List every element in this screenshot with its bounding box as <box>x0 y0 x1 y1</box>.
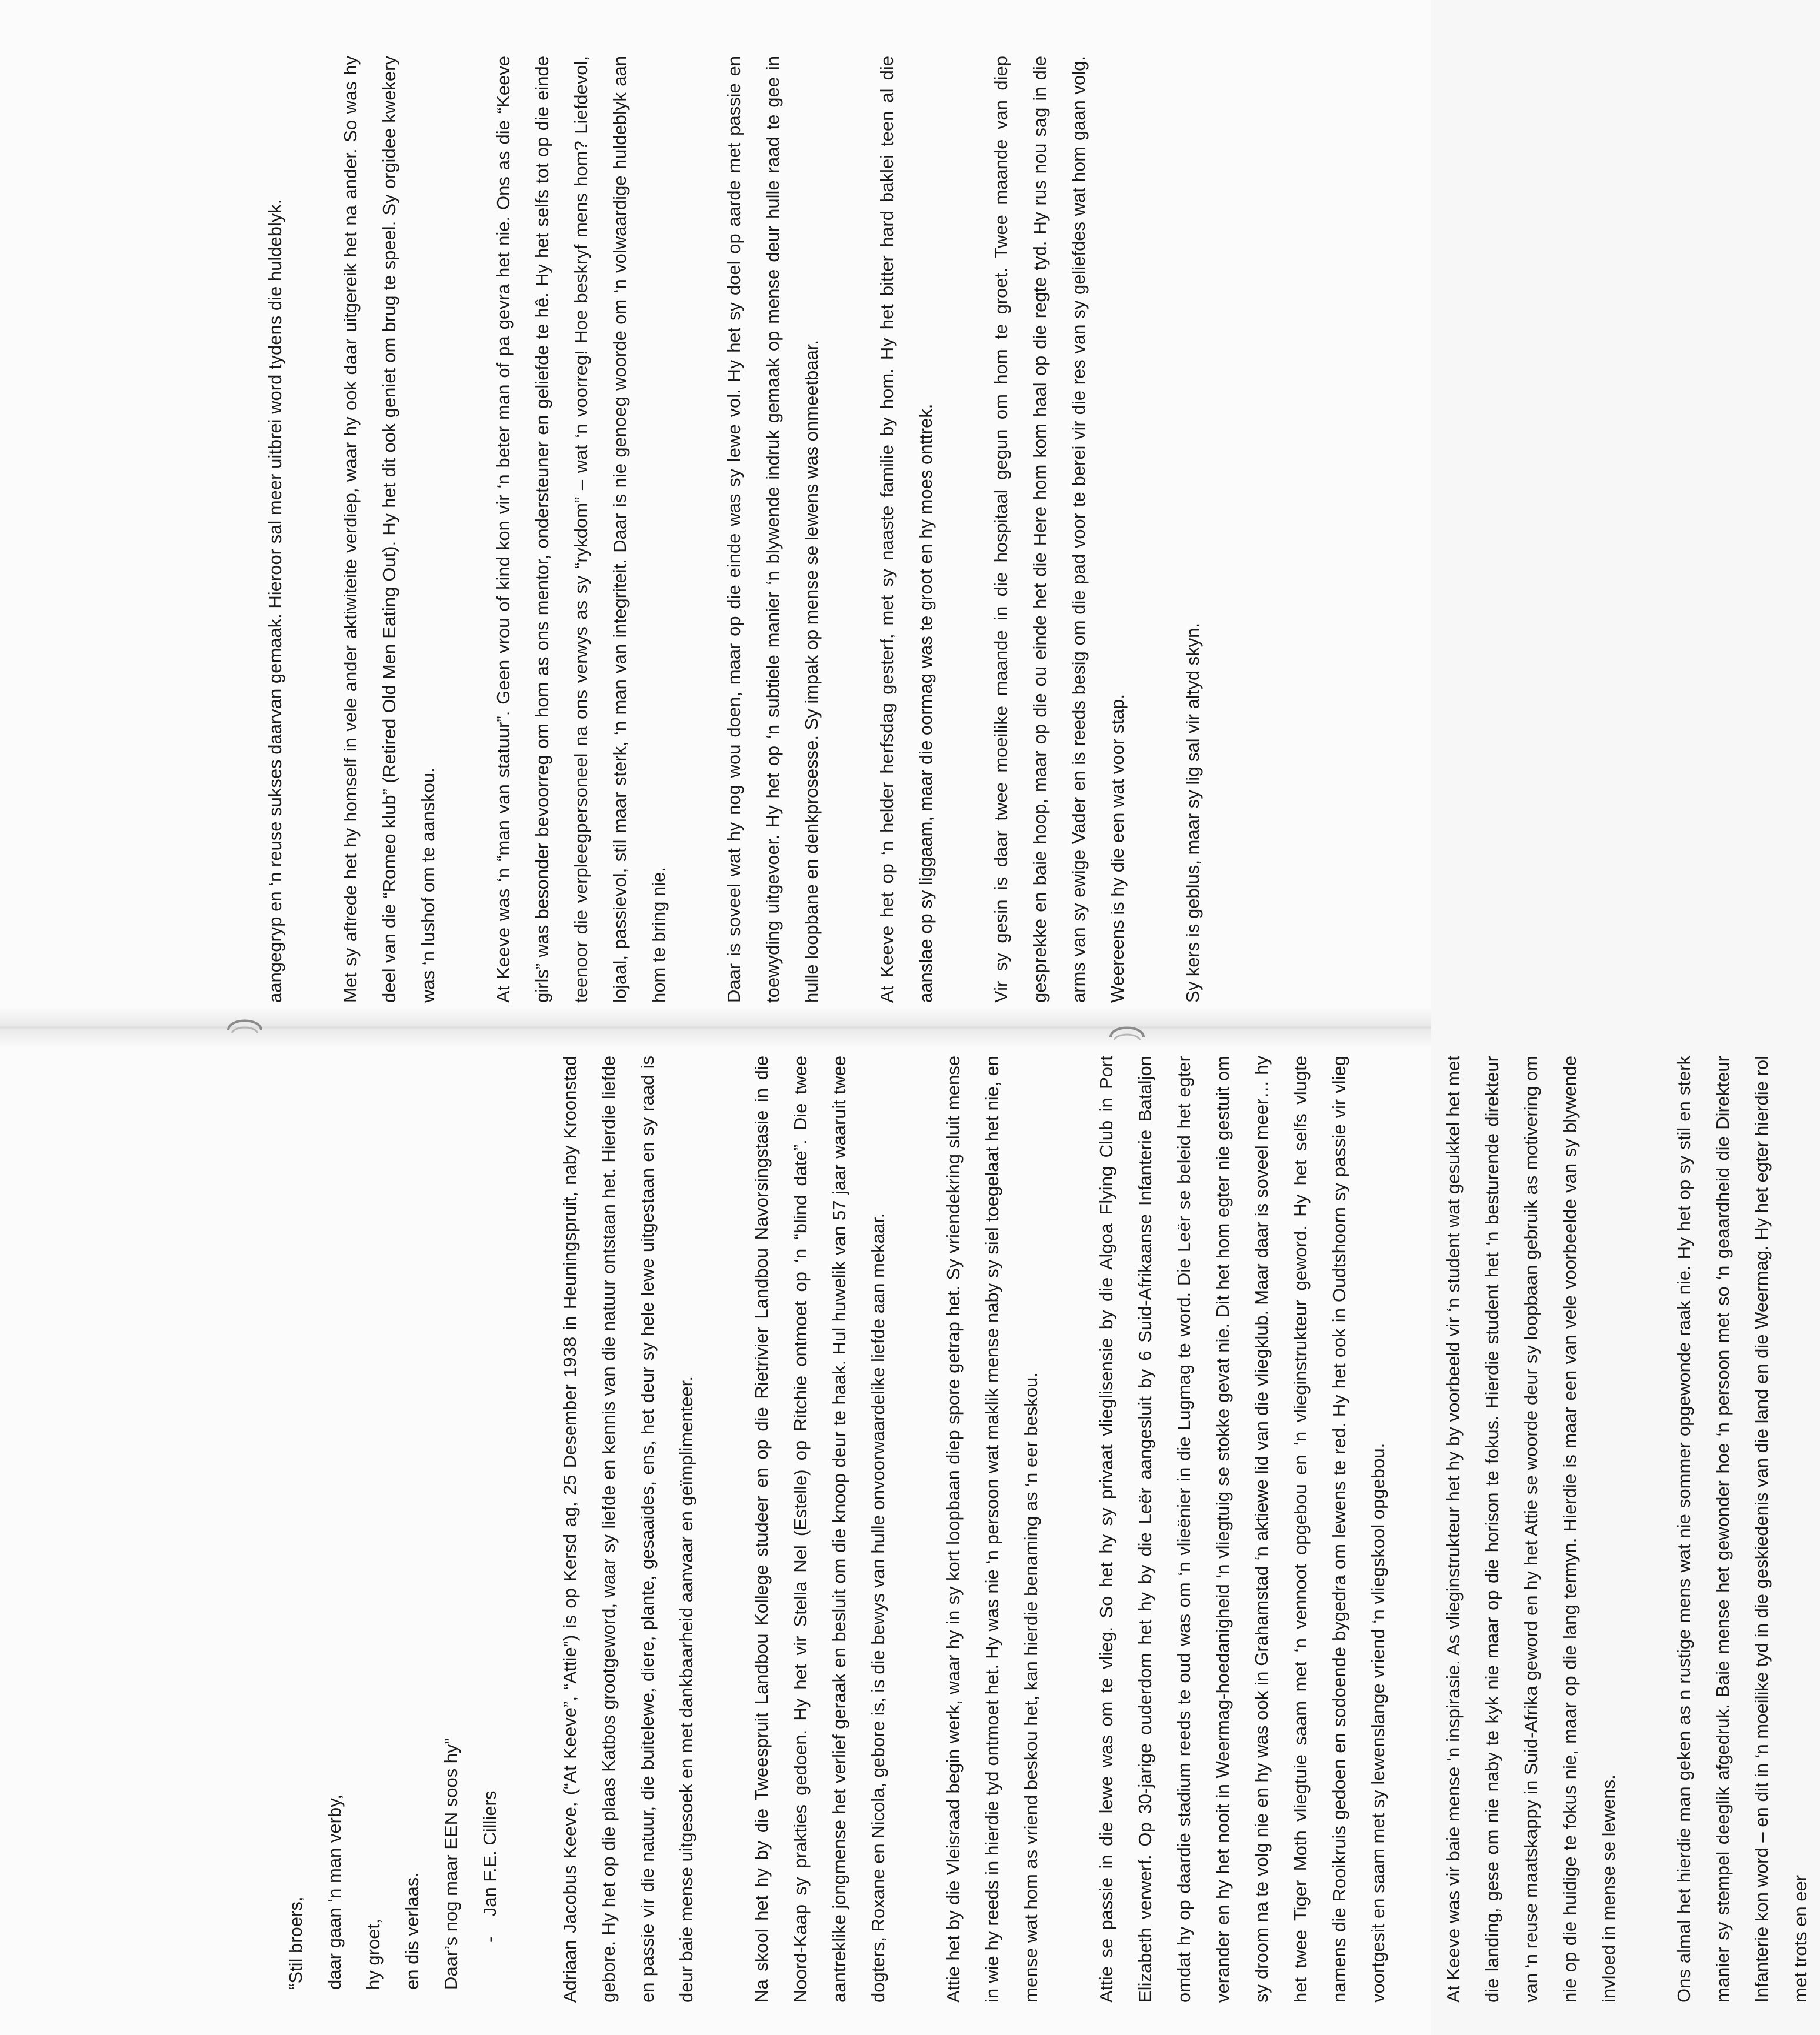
poem-line: Daar’s nog maar EEN soos hy” <box>441 1738 461 1990</box>
paragraph-vleisraad: Attie het by die Vleisraad begin werk, waar hy in sy kort loopbaan diep spore getrap het. Sy vriendekring sluit mense in wie hy reeds in hierdie tyd ontmoet het. Hy was nie ‘n persoon wat maklik mense naby sy siel toegelaat het nie, en mense wat hom as vriend beskou het, kan hierdie benaming as ‘n eer beskou. <box>943 1056 1041 2003</box>
paragraph-birth: Adriaan Jacobus Keeve, (“At Keeve”, “Attie”) is op Kersd ag, 25 Desember 1938 in Heuningspruit, naby Kroonstad gebore. Hy het op die plaas Katbos grootgeword, waar sy liefde en kennis van die natuur ontstaan het. Hierdie liefde en passie vir die natuur, die buitelewe, diere, plante, gesaaides, ens, het deur sy hele lewe uitgestaan en sy raad is deur baie mense uitgesoek en met dankbaarheid aanvaar en geïmplimenteer. <box>559 1056 696 2003</box>
paragraph-character: Ons almal het hierdie man geken as n rustige mens wat nie sommer opgewonde raak nie. Hy het op sy stil en sterk manier sy stempel deeglik afgedruk. Baie mense het gewonder hoe ‘n persoon met so ‘n geaardheid die Direkteur Infanterie kon word – en dit in ‘n moeilike tyd in die geskiedenis van die land en die Weermag. Hy het egter hierdie rol met trots en eer <box>1674 1056 1811 2003</box>
staple-icon <box>224 1013 266 1039</box>
poem-line: daar gaan ‘n man verby, <box>324 1794 345 1990</box>
paragraph-purpose: Daar is soveel wat hy nog wou doen, maar op die einde was sy lewe vol. Hy het sy doel op aarde met passie en toewyding uitgevoer. Hy het op ‘n subtiele manier ‘n blywende indruk gemaak op mense deur hulle raad te gee in hulle loopbane en denkprosesse. Sy impak op mense se lewens was onmeetbaar. <box>724 56 822 1003</box>
poem-author: - Jan F.E. Cilliers <box>479 1790 500 1943</box>
opening-poem <box>276 1056 509 2003</box>
page-fold <box>0 1007 1431 1048</box>
paragraph-statuur: At Keeve was ‘n “man van statuur”. Geen vrou of kind kon vir ‘n beter man of pa gevra het nie. Ons as die “Keeve girls” was besonder bevoorreg om hom as ons mentor, ondersteuner en geliefde te hê. Hy het selfs tot op die einde teenoor die verpleegpersoneel na ons verwys as sy “rykdom” – wat ‘n voorreg! Hoe beskryf mens hom? Liefdevol, lojaal, passievol, stil maar sterk, ‘n man van integriteit. Daar is nie genoeg woorde om ‘n volwaardige huldeblyk aan hom te bring nie. <box>493 56 669 1003</box>
right-page <box>256 56 1244 1003</box>
paragraph-inspiration: At Keeve was vir baie mense ‘n inspirasie. As vlieginstrukteur het hy by voorbeeld vir ‘n student wat gesukkel het met die landing, gese om nie naby te kyk nie maar op die horison te fokus. Hierdie student het ‘n besturende direkteur van ‘n reuse maatskappy in Suid-Afrika geword en hy het Attie se woorde deur sy loopbaan gebruik as motivering om nie op die huidige te fokus nie, maar op die lang termyn. Hierdie is maar een van vele voorbeelde van sy blywende invloed in mense se lewens. <box>1443 1056 1619 2003</box>
left-page <box>276 1056 1811 2003</box>
paragraph-continuation: aangegryp en ‘n reuse sukses daarvan gemaak. Hieroor sal meer uitbrei word tydens die huldeblyk. <box>265 199 285 1003</box>
poem-line: en dis verlaas. <box>402 1872 422 1990</box>
paragraph-closing: Sy kers is geblus, maar sy lig sal vir altyd skyn. <box>1182 622 1203 1003</box>
paragraph-flying: Attie se passie in die lewe was om te vlieg. So het hy sy privaat vlieglisensie by die Algoa Flying Club in Port Elizabeth verwerf. Op 30-jarige ouderdom het hy by die Leër aangesluit by 6 Suid-Afrikaanse Infanterie Bataljon omdat hy op daardie stadium reeds te oud was om ‘n vlieënier in die Lugmag te word. Die Leër se beleid het egter verander en hy het nooit in Weermag-hoedanigheid ‘n vliegtuig se stokke gevat nie. Dit het hom egter nie gestuit om sy droom na te volg nie en hy was ook in Grahamstad ‘n aktiewe lid van die vliegklub. Maar daar is soveel meer… hy het twee Tiger Moth vliegtuie saam met ‘n vennoot opgebou en ‘n vlieginstrukteur geword. Hy het selfs vlugte namens die Rooikruis gedoen en sodoende bygedra om lewens te red. Hy het ook in Oudtshoorn sy passie vir vlieg voortgesit en saam met sy lewenslange vriend ‘n vliegskool opgebou. <box>1096 1056 1388 2003</box>
staple-icon <box>1106 1020 1148 1046</box>
paragraph-retirement: Met sy aftrede het hy homself in vele ander aktiwiteite verdiep, waar hy ook daar uitgereik het na ander. So was hy deel van die “Romeo klub” (Retired Old Men Eating Out). Hy het dit ook geniet om brug te speel. Sy orgidee kwekery was ‘n lushof om te aanskou. <box>340 56 438 1003</box>
paragraph-studies: Na skool het hy by die Tweespruit Landbou Kollege studeer en op die Rietrivier Landbou Navorsingstasie in die Noord-Kaap sy prakties gedoen. Hy het vir Stella Nel (Estelle) op Ritchie ontmoet op ‘n “blind date”. Die twee aantreklike jongmense het verlief geraak en besluit om die knoop deur te haak. Hul huwelik van 57 jaar waaruit twee dogters, Roxane en Nicola, gebore is, is die bewys van hulle onvoorwaardelike liefde aan mekaar. <box>751 1056 888 2003</box>
paragraph-family: Vir sy gesin is daar twee moeilike maande in die hospitaal gegun om hom te groet. Twee maande van diep gesprekke en baie hoop, maar op die ou einde het die Here hom kom haal op die regte tyd. Hy rus nou sag in die arms van sy ewige Vader en is reeds besig om die pad voor te berei vir die res van sy geliefdes wat hom gaan volg. Weereens is hy die een wat voor stap. <box>991 56 1128 1003</box>
poem-line: “Stil broers, <box>285 1896 306 1990</box>
poem-line: hy groet, <box>363 1919 384 1990</box>
paragraph-passing: At Keeve het op ‘n helder herfsdag gesterf, met sy naaste familie by hom. Hy het bitter hard baklei teen al die aanslae op sy liggaam, maar die oormag was te groot en hy moes onttrek. <box>876 56 936 1003</box>
